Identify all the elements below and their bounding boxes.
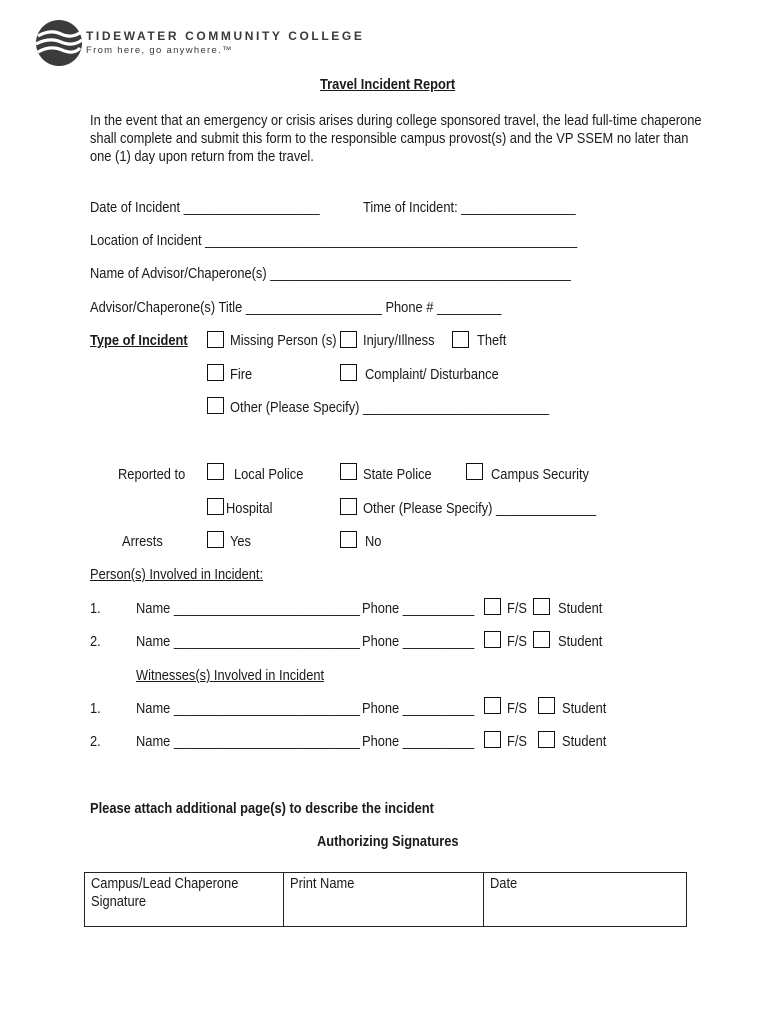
person-1-number: 1. (90, 601, 101, 617)
theft-label: Theft (477, 333, 507, 349)
witness-1-student-checkbox[interactable] (538, 697, 555, 714)
college-tagline: From here, go anywhere.™ (86, 45, 233, 56)
person-2-name-field[interactable]: Name __________________________ (136, 634, 360, 650)
person-1-fs-checkbox[interactable] (484, 598, 501, 615)
person-1-student-label: Student (558, 601, 603, 617)
person-1-fs-label: F/S (507, 601, 528, 617)
person-2-fs-checkbox[interactable] (484, 631, 501, 648)
witness-2-fs-label: F/S (507, 734, 528, 750)
signature-table (84, 872, 687, 927)
signature-col3-label: Date (490, 876, 518, 892)
witness-2-fs-checkbox[interactable] (484, 731, 501, 748)
witness-1-number: 1. (90, 701, 101, 717)
arrests-yes-checkbox[interactable] (207, 531, 224, 548)
college-name: TIDEWATER COMMUNITY COLLEGE (86, 29, 365, 43)
witness-1-name-field[interactable]: Name __________________________ (136, 701, 360, 717)
complaint-checkbox[interactable] (340, 364, 357, 381)
other-incident-field[interactable]: Other (Please Specify) __________________________ (230, 400, 550, 416)
witness-1-student-label: Student (562, 701, 607, 717)
signature-col1-line2: Signature (91, 894, 147, 910)
page-title: Travel Incident Report (320, 77, 456, 93)
location-field[interactable]: Location of Incident ____________________________________________________ (90, 233, 578, 249)
intro-line-2: shall complete and submit this form to the responsible campus provost(s) and the VP SSEM no later than (90, 131, 689, 147)
injury-illness-label: Injury/Illness (363, 333, 435, 349)
signatures-heading: Authorizing Signatures (317, 834, 459, 850)
person-2-student-label: Student (558, 634, 603, 650)
print-name-cell[interactable] (284, 873, 484, 927)
reported-to-label: Reported to (118, 467, 186, 483)
time-of-incident-field[interactable]: Time of Incident: ________________ (363, 200, 576, 216)
witness-1-fs-label: F/S (507, 701, 528, 717)
arrests-yes-label: Yes (230, 534, 251, 550)
witnesses-heading: Witnesses(s) Involved in Incident (136, 668, 325, 684)
lead-chaperone-signature-cell[interactable] (85, 873, 284, 927)
arrests-label: Arrests (122, 534, 163, 550)
hospital-checkbox[interactable] (207, 498, 224, 515)
advisor-name-field[interactable]: Name of Advisor/Chaperone(s) __________________________________________ (90, 266, 571, 282)
witness-1-phone-field[interactable]: Phone __________ (362, 701, 475, 717)
campus-security-label: Campus Security (491, 467, 589, 483)
local-police-checkbox[interactable] (207, 463, 224, 480)
witness-1-fs-checkbox[interactable] (484, 697, 501, 714)
injury-illness-checkbox[interactable] (340, 331, 357, 348)
campus-security-checkbox[interactable] (466, 463, 483, 480)
local-police-label: Local Police (234, 467, 304, 483)
arrests-no-checkbox[interactable] (340, 531, 357, 548)
other-reported-field[interactable]: Other (Please Specify) ______________ (363, 501, 597, 517)
person-2-number: 2. (90, 634, 101, 650)
attach-note: Please attach additional page(s) to describe the incident (90, 801, 434, 817)
fire-checkbox[interactable] (207, 364, 224, 381)
advisor-title-phone-field[interactable]: Advisor/Chaperone(s) Title ___________________ Phone # _________ (90, 300, 502, 316)
state-police-checkbox[interactable] (340, 463, 357, 480)
intro-line-1: In the event that an emergency or crisis arises during college sponsored travel, the lead full-time chaperone (90, 113, 702, 129)
signature-col1-line1: Campus/Lead Chaperone (91, 876, 239, 892)
person-1-student-checkbox[interactable] (533, 598, 550, 615)
person-2-phone-field[interactable]: Phone __________ (362, 634, 475, 650)
witness-2-name-field[interactable]: Name __________________________ (136, 734, 360, 750)
fire-label: Fire (230, 367, 253, 383)
missing-person-label: Missing Person (s) (230, 333, 337, 349)
state-police-label: State Police (363, 467, 432, 483)
witness-2-student-label: Student (562, 734, 607, 750)
date-of-incident-field[interactable]: Date of Incident ___________________ (90, 200, 320, 216)
theft-checkbox[interactable] (452, 331, 469, 348)
signature-col2-label: Print Name (290, 876, 355, 892)
arrests-no-label: No (365, 534, 382, 550)
person-2-fs-label: F/S (507, 634, 528, 650)
date-cell[interactable] (484, 873, 687, 927)
witness-2-student-checkbox[interactable] (538, 731, 555, 748)
person-1-phone-field[interactable]: Phone __________ (362, 601, 475, 617)
witness-2-phone-field[interactable]: Phone __________ (362, 734, 475, 750)
other-reported-checkbox[interactable] (340, 498, 357, 515)
intro-line-3: one (1) day upon return from the travel. (90, 149, 314, 165)
witness-2-number: 2. (90, 734, 101, 750)
college-logo-icon (35, 19, 83, 67)
complaint-label: Complaint/ Disturbance (365, 367, 499, 383)
incident-type-label: Type of Incident (90, 333, 188, 349)
other-incident-checkbox[interactable] (207, 397, 224, 414)
missing-person-checkbox[interactable] (207, 331, 224, 348)
persons-heading: Person(s) Involved in Incident: (90, 567, 264, 583)
person-2-student-checkbox[interactable] (533, 631, 550, 648)
hospital-label: Hospital (226, 501, 273, 517)
person-1-name-field[interactable]: Name __________________________ (136, 601, 360, 617)
